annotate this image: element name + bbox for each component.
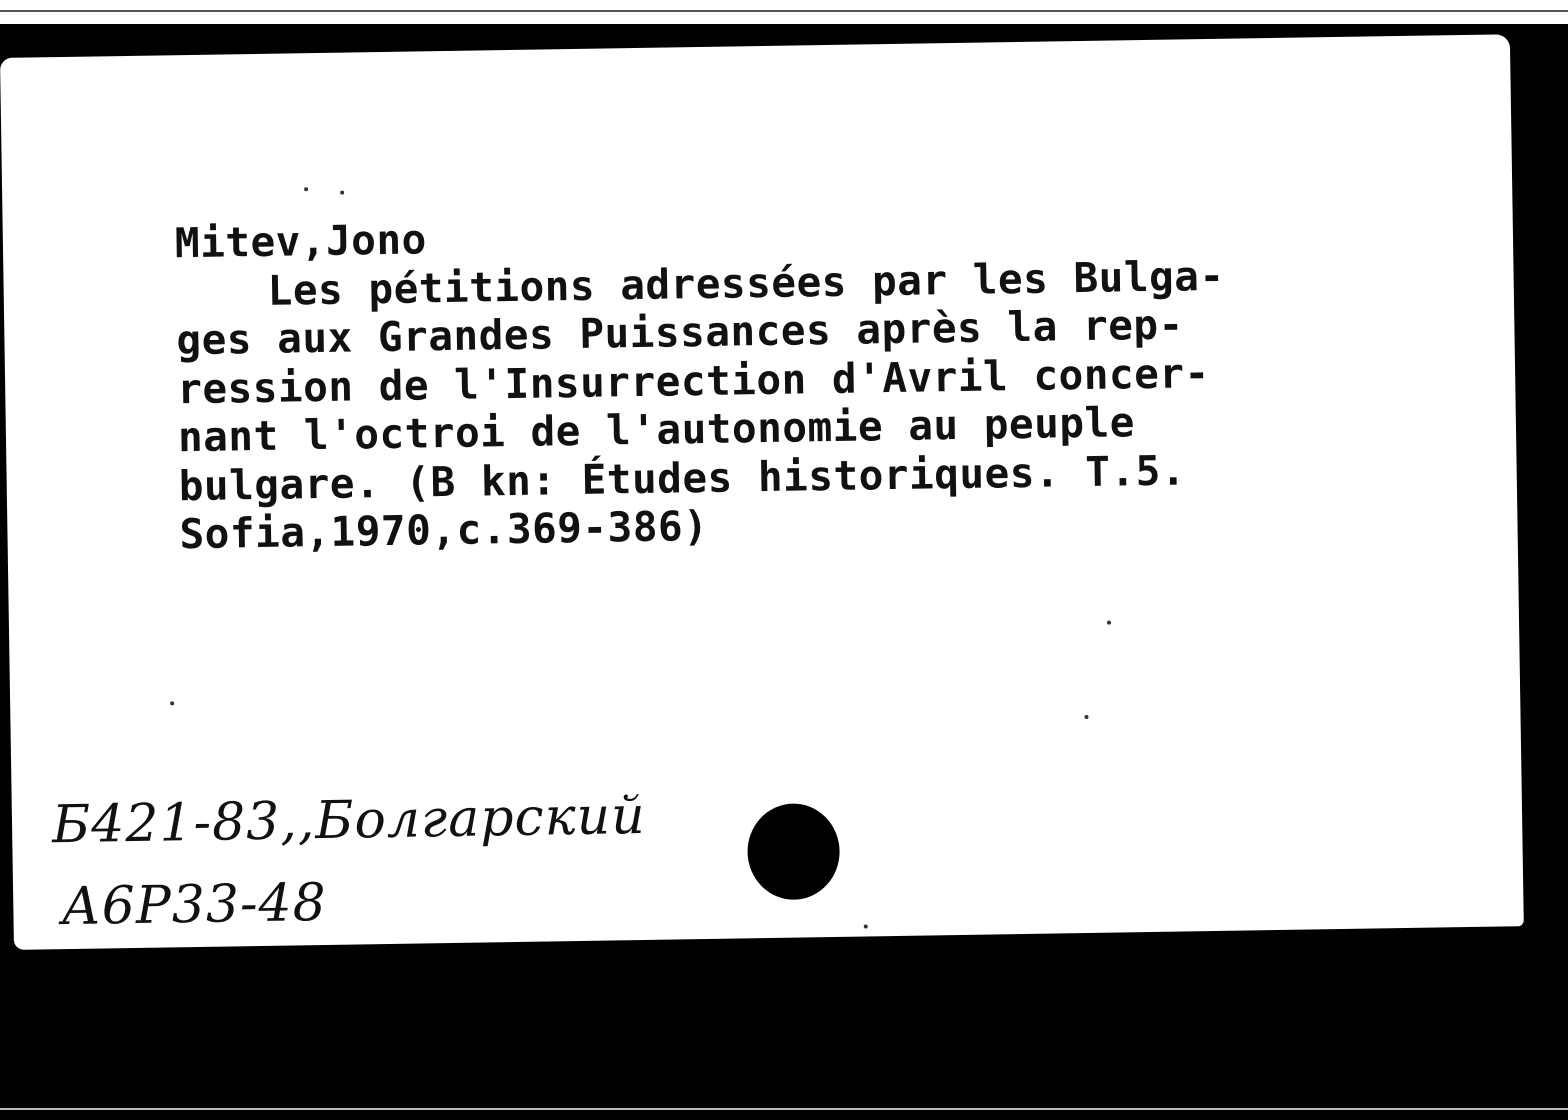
film-edge-strip [0,0,1568,27]
speck [170,701,174,705]
entry-line: Les pétitions adressées par les Bulga- [267,251,1225,315]
catalog-card [0,34,1524,950]
punch-hole [747,803,840,900]
entry-line: nant l'octroi de l'autonomie au peuple [177,398,1136,462]
speck [1107,621,1111,625]
entry-line: Sofia,1970,c.369-386) [179,501,709,559]
film-edge-rule [0,1108,1568,1110]
speck [304,187,308,191]
entry-line: bulgare. (B kn: Études historiques. T.5. [178,445,1187,510]
speck [864,924,868,928]
handwritten-call-number: А6Р33-48 [60,872,328,938]
speck [340,191,344,195]
entry-line: ges aux Grandes Puissances après la rep- [176,300,1185,365]
bibliographic-entry [175,203,1229,559]
handwritten-shelfmark: Б421-83,,Болгарский [51,785,647,856]
entry-line: ression de l'Insurrection d'Avril concer- [176,348,1211,413]
speck [1084,715,1088,719]
author-name: Mitev,Jono [174,215,428,268]
